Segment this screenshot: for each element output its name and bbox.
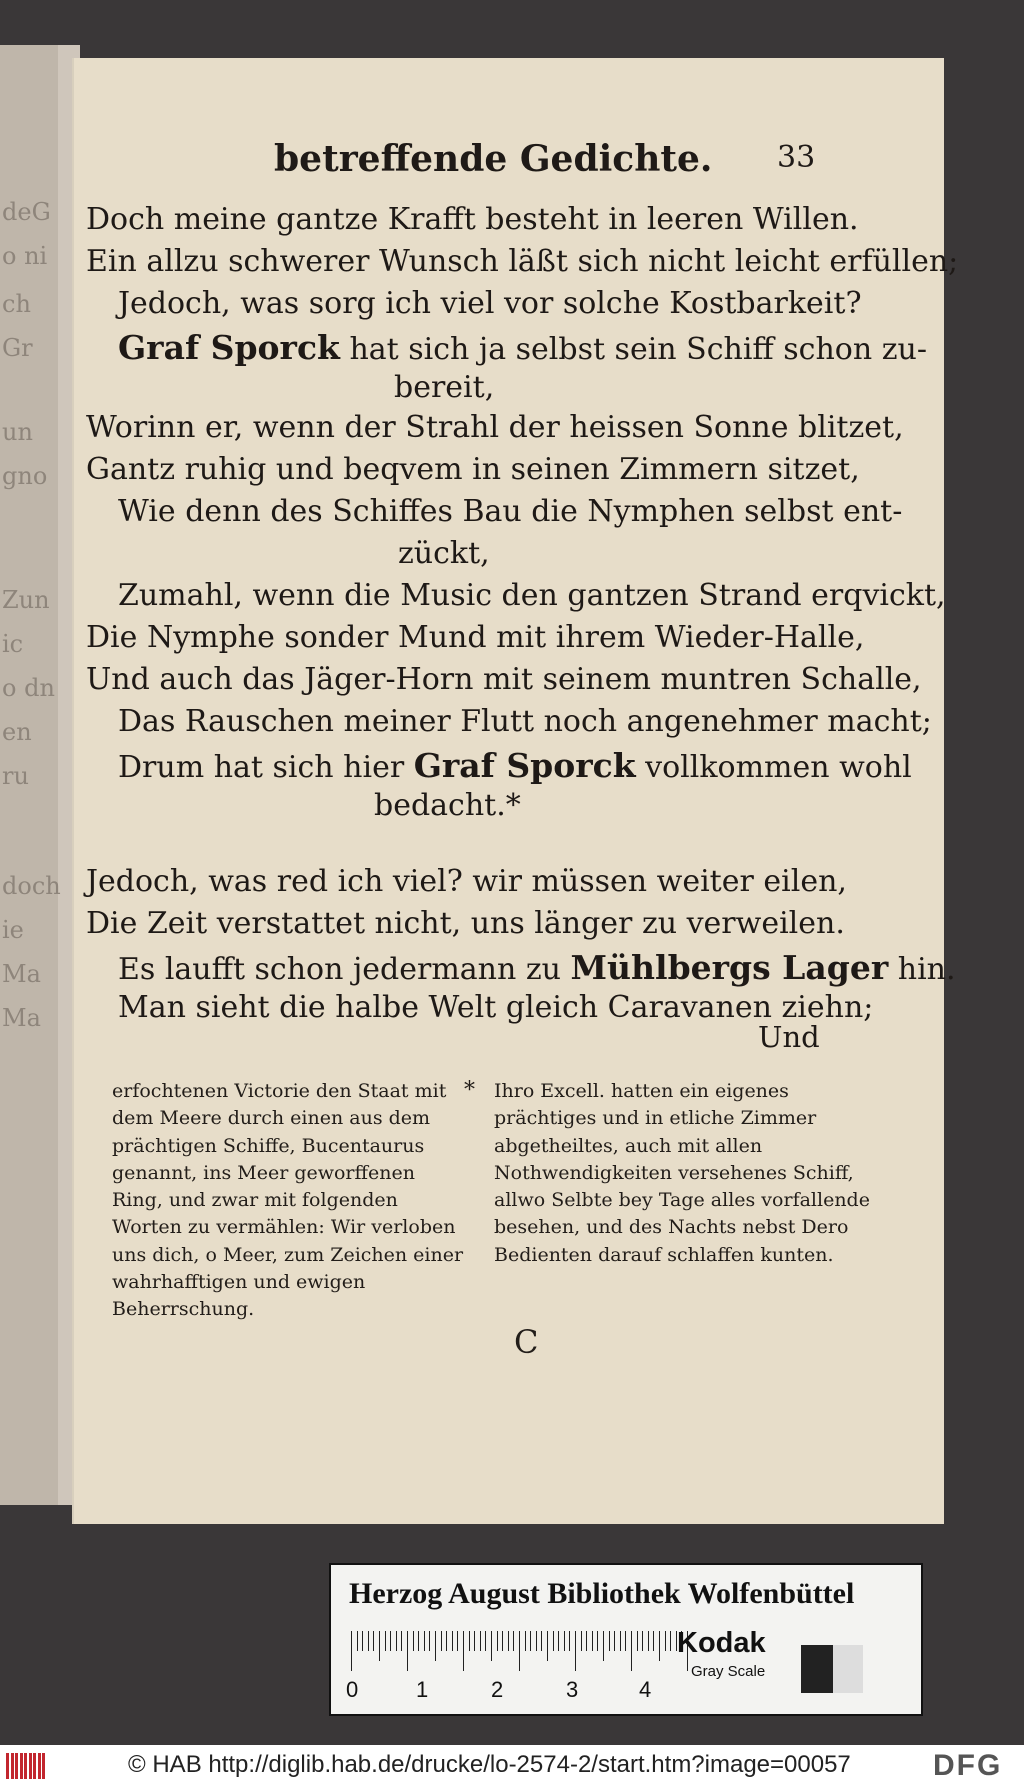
scale-number: 2 (491, 1677, 504, 1702)
verse-line: Das Rauschen meiner Flutt noch angenehmer macht; (118, 704, 932, 739)
color-target-card (329, 1563, 923, 1716)
barcode-stripe (38, 1753, 41, 1779)
ruler-tick (530, 1631, 531, 1651)
ruler-tick (502, 1631, 503, 1651)
dfg-logo: DFG (933, 1749, 1003, 1782)
ruler-tick (592, 1631, 593, 1651)
ruler-tick (625, 1631, 626, 1651)
ruler-tick (491, 1631, 492, 1661)
ruler-tick (390, 1631, 391, 1651)
verse-line: Doch meine gantze Krafft besteht in leeren Willen. (86, 202, 859, 237)
scale-number: 4 (639, 1677, 652, 1702)
ruler-tick (536, 1631, 537, 1651)
library-name: Herzog August Bibliothek Wolfenbüttel (349, 1577, 855, 1610)
ruler-tick (508, 1631, 509, 1651)
ruler-tick (558, 1631, 559, 1651)
ruler-tick (631, 1631, 632, 1671)
ruler-tick (642, 1631, 643, 1651)
ruler-tick (569, 1631, 570, 1651)
barcode-stripe (24, 1753, 27, 1779)
ruler-tick (413, 1631, 414, 1651)
barcode-stripe (29, 1753, 32, 1779)
ruler-tick (575, 1631, 576, 1671)
verse-line: bereit, (394, 370, 495, 405)
ruler-tick (452, 1631, 453, 1651)
ruler-tick (485, 1631, 486, 1651)
ruler-tick (581, 1631, 582, 1651)
ruler-tick (541, 1631, 542, 1651)
ruler-tick (385, 1631, 386, 1651)
ruler-tick (614, 1631, 615, 1651)
scale-number: 3 (566, 1677, 579, 1702)
ruler-tick (603, 1631, 604, 1661)
footer-copyright-link[interactable]: © HAB http://diglib.hab.de/drucke/lo-2574-2/start.htm?image=00057 (128, 1751, 851, 1778)
ruler-tick (418, 1631, 419, 1651)
ruler-tick (637, 1631, 638, 1651)
ruler-tick (620, 1631, 621, 1651)
ruler-tick (457, 1631, 458, 1651)
ruler-tick (446, 1631, 447, 1651)
ruler-tick (670, 1631, 671, 1651)
page-number: 33 (777, 140, 816, 175)
book-page (72, 58, 959, 1524)
footnote-left: erfochtenen Victorie den Staat mit dem Meere durch einen aus dem prächtigen Schiffe, Bucentaurus genannt, ins Meer geworffenen Ring, und zwar mit folgenden Worten zu vermählen: Wir verloben uns dich, o Meer, zum Zeichen einer wahrhafftigen und ewigen Beherrschung. (112, 1080, 464, 1321)
ruler-tick (519, 1631, 520, 1671)
ruler-tick (480, 1631, 481, 1651)
barcode-icon (6, 1753, 48, 1779)
signature-mark: C (514, 1323, 539, 1361)
verse-line: Man sieht die halbe Welt gleich Caravanen ziehn; (118, 990, 874, 1025)
barcode-stripe (20, 1753, 23, 1779)
kodak-logo: Kodak (677, 1627, 766, 1659)
ruler-tick (441, 1631, 442, 1651)
ruler-tick (564, 1631, 565, 1651)
barcode-stripe (6, 1753, 9, 1779)
verse-line: Es laufft schon jedermann zu Mühlbergs Lager hin. (118, 948, 956, 987)
footer-bar (0, 1745, 1024, 1788)
gray-scale-label: Gray Scale (691, 1663, 766, 1680)
ruler-tick (586, 1631, 587, 1651)
ruler-tick (497, 1631, 498, 1651)
barcode-stripe (42, 1753, 45, 1779)
ruler-tick (407, 1631, 408, 1671)
ruler-tick (513, 1631, 514, 1651)
name-graf-sporck: Graf Sporck (413, 746, 636, 785)
ruler-tick (463, 1631, 464, 1671)
ruler-tick (665, 1631, 666, 1651)
scale-number: 0 (346, 1677, 359, 1702)
ruler-tick (373, 1631, 374, 1651)
verse-line: Graf Sporck hat sich ja selbst sein Schiff schon zu- (118, 328, 927, 367)
verse-line: Jedoch, was red ich viel? wir müssen weiter eilen, (86, 864, 847, 899)
catchword: Und (758, 1020, 820, 1054)
verse-line: Die Nymphe sonder Mund mit ihrem Wieder-Halle, (86, 620, 865, 655)
ruler-tick (368, 1631, 369, 1651)
verse-line: Worinn er, wenn der Strahl der heissen Sonne blitzet, (86, 410, 904, 445)
barcode-stripe (33, 1753, 36, 1779)
footnote-right: Ihro Excell. hatten ein eigenes prächtiges und in etliche Zimmer abgetheiltes, auch mit allen Nothwendigkeiten versehenes Schiff, allwo Selbte bey Tage alles vorfallende besehen, und des Nachts nebst Dero Bedienten darauf schlaffen kunten. (494, 1080, 870, 1266)
ruler-tick (351, 1631, 352, 1671)
ruler-tick (609, 1631, 610, 1651)
verse-line: Wie denn des Schiffes Bau die Nymphen selbst ent- (118, 494, 903, 529)
name-graf-sporck: Graf Sporck (118, 328, 340, 367)
ruler-tick (379, 1631, 380, 1661)
footnote-marker: * (464, 1078, 475, 1103)
ruler-tick (474, 1631, 475, 1651)
name-muehlbergs-lager: Mühlbergs Lager (570, 948, 889, 987)
verse-line: Und auch das Jäger-Horn mit seinem muntren Schalle, (86, 662, 922, 697)
ruler-tick (547, 1631, 548, 1661)
ruler-tick (396, 1631, 397, 1651)
ruler-tick (648, 1631, 649, 1651)
verse-line: zückt, (398, 536, 490, 571)
running-head: betreffende Gedichte. (274, 138, 713, 180)
ruler-tick (401, 1631, 402, 1651)
verse-line: Die Zeit verstattet nicht, uns länger zu verweilen. (86, 906, 845, 941)
barcode-stripe (15, 1753, 18, 1779)
verse-line: Jedoch, was sorg ich viel vor solche Kostbarkeit? (118, 286, 862, 321)
ruler-tick (429, 1631, 430, 1651)
ruler-tick (653, 1631, 654, 1651)
ruler-tick (553, 1631, 554, 1651)
ruler-tick (469, 1631, 470, 1651)
gray-patch-light (833, 1645, 863, 1693)
barcode-stripe (11, 1753, 14, 1779)
ruler-tick (597, 1631, 598, 1651)
verse-line: bedacht.* (374, 788, 521, 823)
ruler-tick (424, 1631, 425, 1651)
bleed-through-text: deG o ni ch Gr un gno Zun ic o dn en ru doch ie Ma Ma (2, 198, 61, 1032)
verse-line: Gantz ruhig und beqvem in seinen Zimmern sitzet, (86, 452, 860, 487)
ruler-tick (659, 1631, 660, 1661)
verse-line: Ein allzu schwerer Wunsch läßt sich nicht leicht erfüllen; (86, 244, 959, 279)
verse-line: Drum hat sich hier Graf Sporck vollkommen wohl (118, 746, 912, 785)
verse-line: Zumahl, wenn die Music den gantzen Strand erqvickt, (118, 578, 946, 613)
ruler-tick (357, 1631, 358, 1651)
scale-number: 1 (416, 1677, 429, 1702)
ruler-tick (525, 1631, 526, 1651)
ruler-tick (362, 1631, 363, 1651)
ruler-tick (435, 1631, 436, 1661)
